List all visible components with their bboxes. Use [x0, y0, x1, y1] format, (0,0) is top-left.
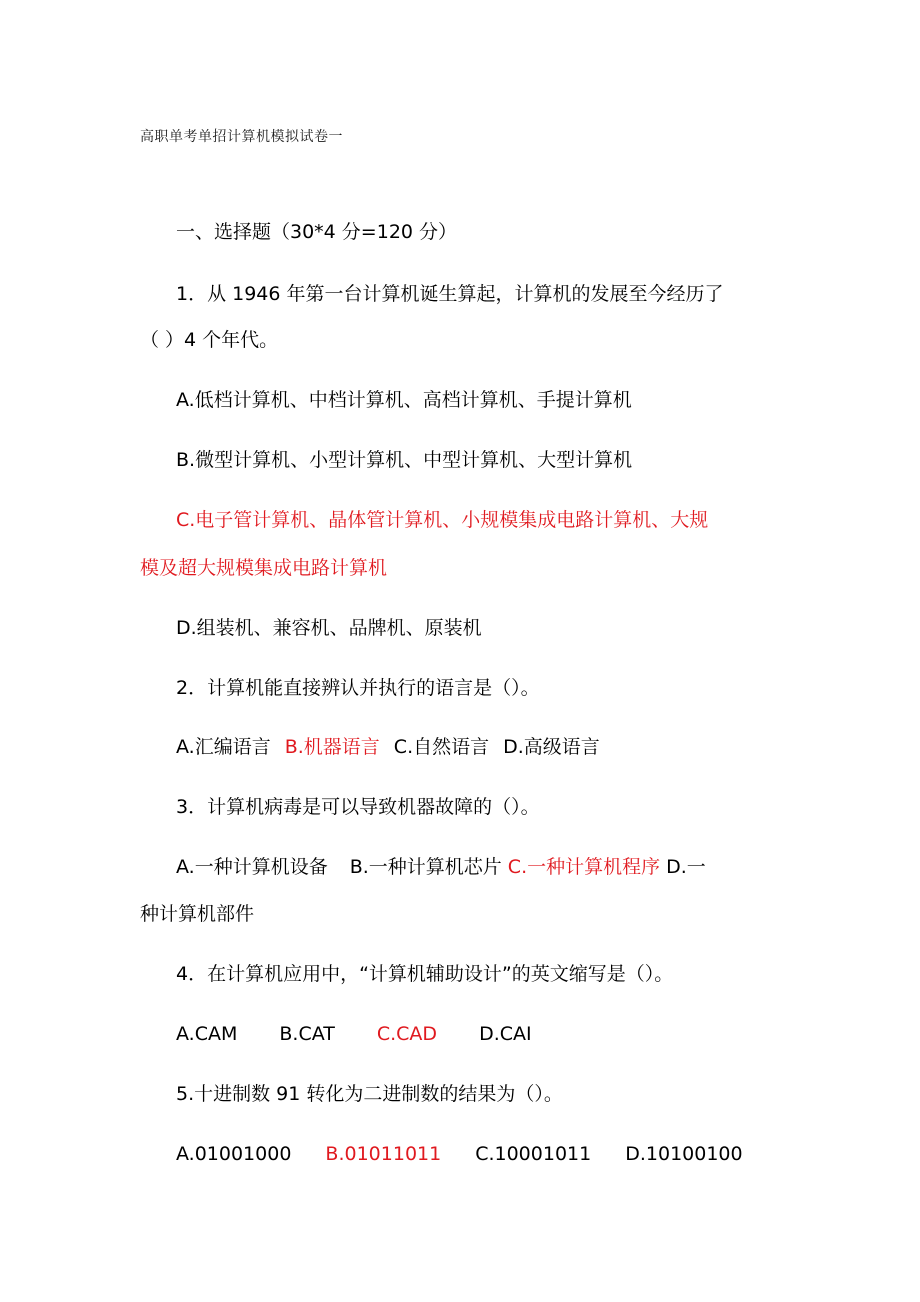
question-3-options [176, 855, 706, 879]
question-1-stem-line-1: 1．从 1946 年第一台计算机诞生算起，计算机的发展至今经历了 [176, 283, 724, 305]
question-1-stem-line-2: （ ）4 个年代。 [140, 329, 279, 351]
question-4-option-a: A.CAM [176, 1023, 238, 1045]
question-3-stem: 3．计算机病毒是可以导致机器故障的（）。 [176, 796, 540, 818]
question-5-option-d: D.10100100 [625, 1143, 743, 1165]
question-2-stem: 2．计算机能直接辨认并执行的语言是（）。 [176, 677, 540, 699]
question-4-option-d: D.CAI [479, 1023, 532, 1045]
question-5-option-c: C.10001011 [475, 1143, 592, 1165]
question-1-option-c-answer: C.电子管计算机、晶体管计算机、小规模集成电路计算机、大规 [176, 509, 709, 531]
question-5-option-b-answer: B.01011011 [325, 1143, 442, 1165]
question-5-option-a: A.01001000 [176, 1143, 292, 1165]
document-title: 高职单考单招计算机模拟试卷一 [140, 129, 343, 145]
question-2-option-d: D.高级语言 [503, 736, 600, 758]
question-3-option-d: D.一 [666, 856, 706, 878]
question-1-option-d: D.组装机、兼容机、品牌机、原装机 [176, 617, 482, 639]
question-3-option-b: B.一种计算机芯片 [349, 856, 502, 878]
question-5-stem: 5.十进制数 91 转化为二进制数的结果为（）。 [176, 1083, 563, 1105]
question-4-option-b: B.CAT [279, 1023, 335, 1045]
question-4-options [176, 1022, 532, 1046]
question-2-option-b-answer: B.机器语言 [284, 736, 380, 758]
question-2-option-c: C.自然语言 [393, 736, 490, 758]
section-heading: 一、选择题（30*4 分=120 分） [176, 221, 458, 243]
question-4-option-c-answer: C.CAD [376, 1023, 438, 1045]
question-2-option-a: A.汇编语言 [176, 736, 271, 758]
question-1-option-b: B.微型计算机、小型计算机、中型计算机、大型计算机 [176, 449, 633, 471]
question-3-option-c-answer: C.一种计算机程序 [507, 856, 661, 878]
question-5-options [176, 1142, 743, 1166]
question-1-option-a: A.低档计算机、中档计算机、高档计算机、手提计算机 [176, 389, 632, 411]
question-3-option-a: A.一种计算机设备 [176, 856, 328, 878]
question-2-options [176, 735, 600, 759]
question-3-option-d-continued: 种计算机部件 [140, 903, 255, 925]
question-1-option-c-answer-continued: 模及超大规模集成电路计算机 [140, 557, 388, 579]
question-4-stem: 4．在计算机应用中，“计算机辅助设计”的英文缩写是（）。 [176, 963, 674, 985]
